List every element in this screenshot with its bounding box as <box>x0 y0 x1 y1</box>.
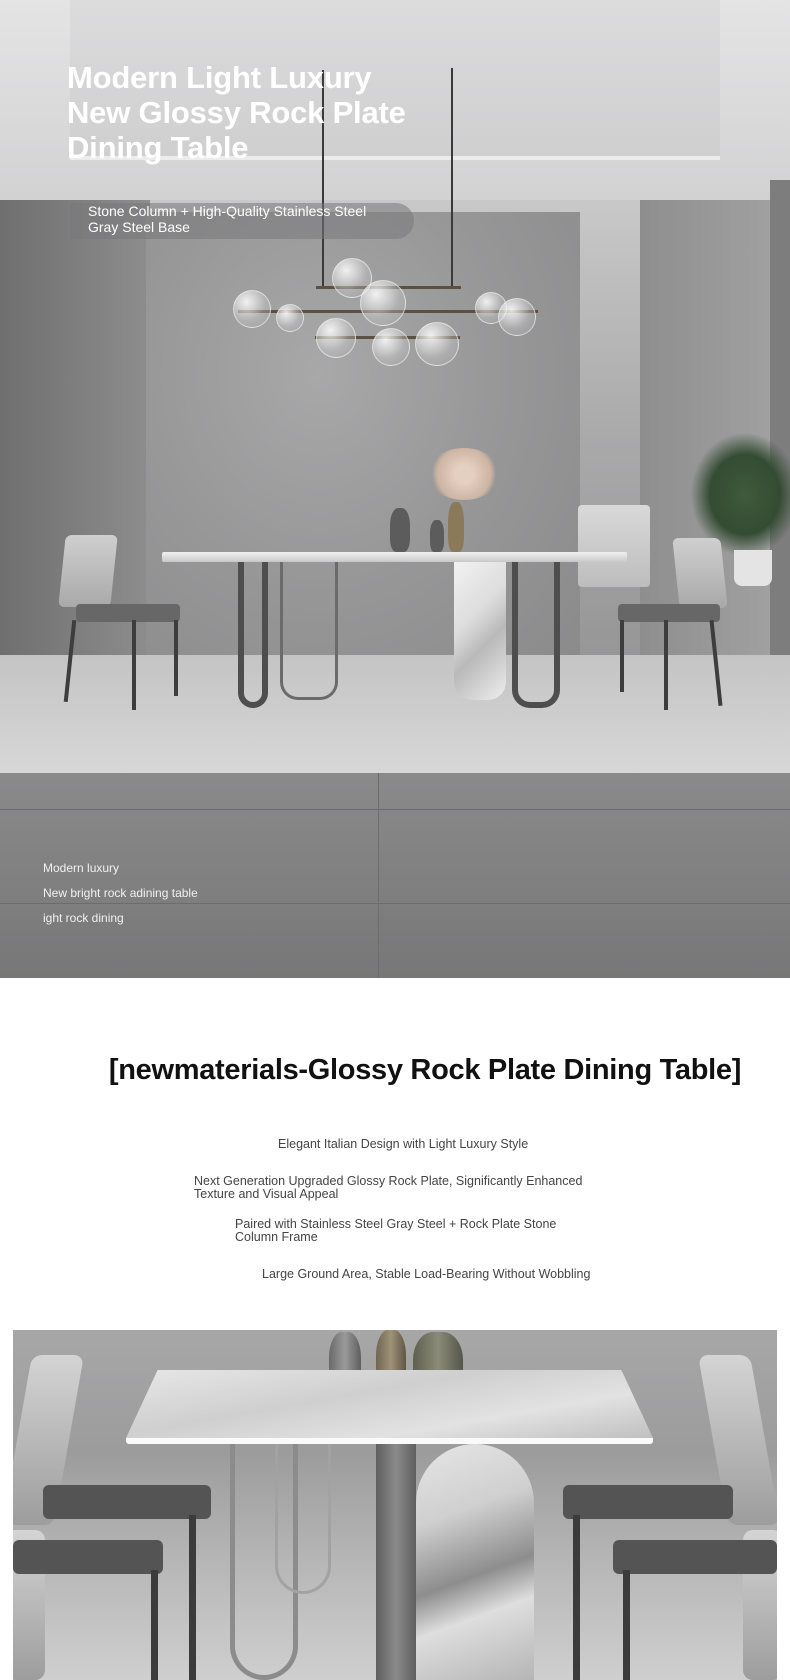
hero-subtitle <box>88 203 388 235</box>
vase <box>448 502 464 552</box>
hero-title-line: Modern Light Luxury <box>67 60 372 95</box>
feature-line: Column Frame <box>235 1230 318 1244</box>
chair-leg <box>620 620 624 692</box>
stone-column <box>416 1444 534 1680</box>
chair-leg <box>189 1515 196 1680</box>
table-leg <box>280 562 338 700</box>
chair-leg <box>573 1515 580 1680</box>
chair-back <box>58 535 118 607</box>
chandelier-rod <box>451 68 453 288</box>
vase <box>430 520 444 552</box>
vase <box>390 508 410 552</box>
chair-leg <box>623 1570 630 1680</box>
chair-leg <box>132 620 136 710</box>
plant-pot <box>734 550 772 586</box>
chair-seat <box>563 1485 733 1519</box>
hero-notes <box>43 860 198 935</box>
detail-image <box>13 1330 777 1680</box>
feature-line: Elegant Italian Design with Light Luxury Style <box>278 1137 529 1151</box>
table-leg <box>275 1444 331 1594</box>
hero-title-line: Dining Table <box>67 130 249 165</box>
glass-globe <box>360 280 406 326</box>
chair-leg <box>151 1570 158 1680</box>
hero-subtitle-line: Gray Steel Base <box>88 219 190 235</box>
sofa <box>578 505 650 587</box>
chair-seat <box>76 604 180 622</box>
table-stone-column <box>454 562 506 700</box>
hero-note: New bright rock adining table <box>43 886 198 900</box>
chair-seat <box>613 1540 777 1574</box>
left-wall <box>0 200 150 720</box>
steel-post <box>376 1444 416 1680</box>
hero-note: Modern luxury <box>43 861 120 875</box>
feature-line: Large Ground Area, Stable Load-Bearing Without Wobbling <box>262 1267 591 1281</box>
rug <box>0 655 790 773</box>
glass-globe <box>372 328 410 366</box>
glass-globe <box>498 298 536 336</box>
chair-leg <box>174 620 178 696</box>
glass-globe <box>233 290 271 328</box>
table-top <box>126 1370 653 1438</box>
dried-flowers <box>428 448 500 500</box>
table-leg <box>512 562 560 708</box>
feature-line: Texture and Visual Appeal <box>194 1187 339 1201</box>
chair-seat <box>13 1540 163 1574</box>
chair-leg <box>664 620 668 710</box>
glass-globe <box>415 322 459 366</box>
chair-back <box>672 538 727 608</box>
chair-seat <box>43 1485 211 1519</box>
hero-title <box>67 60 427 165</box>
glass-globe <box>276 304 304 332</box>
glass-globe <box>316 318 356 358</box>
chair-seat <box>618 604 720 622</box>
table-leg <box>238 562 268 708</box>
hero-title-line: New Glossy Rock Plate <box>67 95 406 130</box>
section-title: [newmaterials-Glossy Rock Plate Dining Table] <box>108 1054 742 1086</box>
hero-note: ight rock dining <box>43 911 124 925</box>
feature-line: Next Generation Upgraded Glossy Rock Plate, Significantly Enhanced <box>194 1174 583 1188</box>
hero-subtitle-line: Stone Column + High-Quality Stainless Steel <box>88 203 367 219</box>
feature-line: Paired with Stainless Steel Gray Steel + Rock Plate Stone <box>235 1217 557 1231</box>
table-top <box>162 552 627 562</box>
